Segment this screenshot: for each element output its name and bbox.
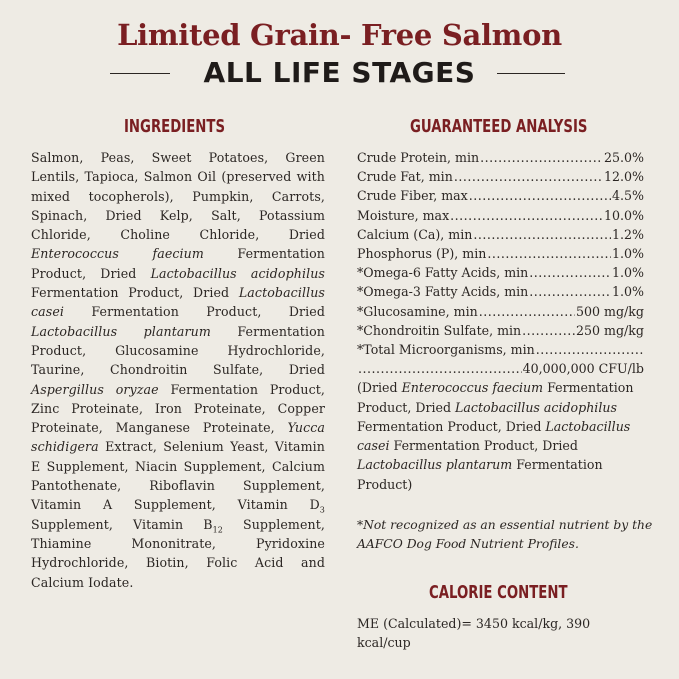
ingredients-part: Salmon, Peas, Sweet Potatoes, Green Lentils, Tapioca, Salmon Oil (preserved with mixed tocopherols), Pumpkin, Carrots, Spinach, Dried Kelp, Salt, Potassium Chloride, Choline Chloride, Dried: [31, 150, 325, 243]
note-part: Lactobacillus acidophilus: [455, 399, 617, 415]
ingredients-part: Enterococcus faecium: [31, 246, 204, 262]
dot-leader: [529, 282, 611, 301]
ingredients-part: Extract, Selenium Yeast, Vitamin E Supplement, Niacin Supplement, Calcium Pantothenate, Riboflavin Supplement, Vitamin A Supplement, Vitamin D: [31, 439, 325, 513]
microorganism-note: [357, 378, 644, 494]
analysis-value: 4.5%: [612, 188, 644, 204]
dot-leader: [522, 321, 575, 340]
analysis-row: [357, 148, 644, 167]
calorie-content-heading: CALORIE CONTENT: [429, 582, 568, 603]
analysis-value: 1.0%: [612, 245, 644, 261]
dot-leader: [480, 148, 603, 167]
analysis-value: 250 mg/kg: [576, 322, 644, 338]
analysis-row: [357, 206, 644, 225]
analysis-row: [357, 359, 644, 378]
ingredients-part: Lactobacillus plantarum: [31, 323, 211, 339]
analysis-row: [357, 167, 644, 186]
ingredients-part: Supplement, Thiamine Mononitrate, Pyridoxine Hydrochloride, Biotin, Folic Acid and Calcium Iodate.: [31, 516, 326, 590]
analysis-label: *Chondroitin Sulfate, min: [357, 322, 522, 338]
note-part: Lactobacillus casei: [357, 418, 631, 454]
dot-leader: [487, 244, 611, 263]
analysis-table: [357, 148, 644, 494]
analysis-row: [357, 282, 644, 301]
note-part: Fermentation Product, Dried: [389, 438, 578, 454]
analysis-label: Moisture, max: [357, 207, 450, 223]
aafco-disclaimer: *Not recognized as an essential nutrient by the AAFCO Dog Food Nutrient Profiles.: [357, 518, 653, 551]
page-title: Limited Grain- Free Salmon: [117, 18, 562, 52]
analysis-row: [357, 340, 644, 359]
analysis-value: 40,000,000 CFU/lb: [522, 361, 644, 377]
analysis-label: *Omega-6 Fatty Acids, min: [357, 265, 529, 281]
analysis-row: [357, 321, 644, 340]
analysis-label: Crude Protein, min: [357, 150, 480, 165]
dot-leader: [450, 206, 603, 225]
analysis-label: *Omega-3 Fatty Acids, min: [357, 284, 529, 300]
analysis-row: [357, 186, 644, 205]
analysis-value: 10.0%: [603, 207, 644, 223]
analysis-label: *Glucosamine, min: [357, 303, 478, 319]
ingredients-part: Fermentation Product, Glucosamine Hydrochloride, Taurine, Chondroitin Sulfate, Dried: [31, 323, 325, 378]
dot-leader: [529, 263, 611, 282]
analysis-value: 1.0%: [612, 265, 644, 281]
guaranteed-analysis-heading: GUARANTEED ANALYSIS: [410, 116, 588, 137]
analysis-value: 1.0%: [612, 284, 644, 300]
note-part: Enterococcus faecium: [401, 380, 544, 396]
ingredients-part: Lactobacillus casei: [31, 285, 325, 320]
analysis-value: 500 mg/kg: [576, 303, 644, 319]
note-part: Fermentation Product, Dried: [357, 418, 546, 434]
ingredients-part: 12: [212, 525, 223, 535]
dot-leader: [469, 186, 611, 205]
ingredients-part: Fermentation Product, Dried: [64, 304, 325, 320]
dot-leader: [454, 167, 603, 186]
dot-leader: [536, 340, 643, 359]
analysis-label: *Total Microorganisms, min: [357, 341, 535, 357]
analysis-value: 1.2%: [612, 226, 644, 242]
ingredients-part: Fermentation Product, Dried: [31, 246, 325, 281]
analysis-row: [357, 225, 644, 244]
note-part: Lactobacillus plantarum: [357, 457, 513, 473]
ingredients-part: Supplement, Vitamin B: [31, 516, 213, 532]
ingredients-part: 3: [319, 505, 325, 515]
dot-leader: [479, 302, 575, 321]
analysis-row: [357, 244, 644, 263]
ingredients-part: Yucca schidigera: [31, 420, 325, 455]
analysis-label: Crude Fiber, max: [357, 188, 468, 204]
ingredients-part: Aspergillus oryzae: [31, 381, 159, 397]
analysis-label: Phosphorus (P), min: [357, 245, 487, 261]
analysis-row: [357, 263, 644, 282]
note-part: (Dried: [357, 380, 402, 396]
ingredients-heading: INGREDIENTS: [124, 116, 226, 137]
ingredients-part: Fermentation Product, Zinc Proteinate, Iron Proteinate, Copper Proteinate, Manganese Proteinate,: [31, 381, 325, 436]
subtitle-row: [0, 56, 679, 92]
analysis-row: [357, 302, 644, 321]
dot-leader: [473, 225, 611, 244]
analysis-value: 12.0%: [603, 169, 644, 185]
analysis-label: Calcium (Ca), min: [357, 226, 473, 242]
note-part: Fermentation Product): [357, 457, 603, 492]
dot-leader: [358, 359, 522, 378]
ingredients-list: [31, 148, 325, 592]
ingredients-part: Lactobacillus acidophilus: [150, 265, 325, 281]
analysis-value: 25.0%: [603, 150, 644, 165]
calorie-content-text: ME (Calculated)= 3450 kcal/kg, 390 kcal/cup: [357, 616, 591, 651]
ingredients-part: Fermentation Product, Dried: [31, 285, 239, 301]
life-stage-subtitle: ALL LIFE STAGES: [203, 56, 476, 89]
note-part: Fermentation Product, Dried: [357, 380, 634, 415]
divider-right: [497, 73, 565, 74]
analysis-label: Crude Fat, min: [357, 169, 453, 185]
